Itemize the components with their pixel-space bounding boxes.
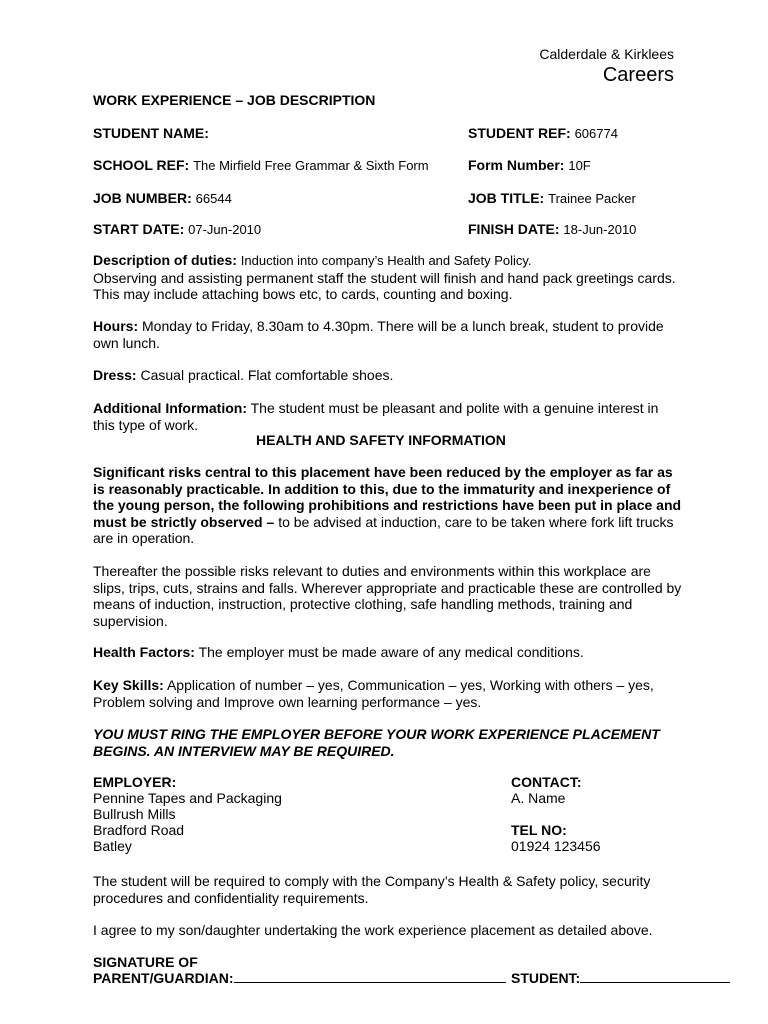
contact-block: [511, 774, 601, 854]
job-number-field: [93, 190, 232, 207]
school-ref-value: The Mirfield Free Grammar & Sixth Form: [193, 158, 429, 173]
duties-section: [93, 252, 683, 303]
interview-warning: YOU MUST RING THE EMPLOYER BEFORE YOUR WORK EXPERIENCE PLACEMENT BEGINS. AN INTERVIEW MAY BE REQUIRED.: [93, 726, 660, 759]
form-number-value: 10F: [568, 158, 591, 173]
hours-text: Monday to Friday, 8.30am to 4.30pm. There will be a lunch break, student to provide own lunch.: [93, 318, 664, 351]
contact-name: A. Name: [511, 790, 566, 806]
form-number-field: [468, 157, 591, 174]
risks-normal-text: to be advised at induction, care to be taken where fork lift trucks are in operation.: [93, 513, 674, 546]
start-date-value: 07-Jun-2010: [188, 222, 262, 237]
additional-section: [93, 400, 683, 433]
health-safety-heading: HEALTH AND SAFETY INFORMATION: [256, 432, 506, 448]
student-signature-label: STUDENT:: [511, 970, 581, 986]
dress-text: Casual practical. Flat comfortable shoes.: [140, 367, 394, 383]
dress-section: [93, 367, 683, 384]
job-number-value: 66544: [195, 191, 232, 206]
hours-label: Hours:: [93, 318, 139, 334]
employer-address-line: Batley: [93, 838, 132, 854]
key-skills-section: [93, 677, 683, 710]
contact-label: CONTACT:: [511, 774, 582, 790]
signature-parent-block: [93, 954, 506, 986]
student-signature-field: [511, 970, 730, 986]
employer-name: Pennine Tapes and Packaging: [93, 790, 282, 806]
employer-address-line: Bradford Road: [93, 822, 185, 838]
parent-guardian-field: [93, 970, 506, 986]
school-ref-label: SCHOOL REF:: [93, 157, 190, 173]
dress-label: Dress:: [93, 367, 137, 383]
parent-signature-line[interactable]: [234, 981, 506, 983]
employer-block: [93, 774, 282, 854]
careers-title: Careers: [602, 64, 674, 86]
school-ref-field: [93, 157, 429, 174]
employer-address-line: Bullrush Mills: [93, 806, 176, 822]
health-factors-text: The employer must be made aware of any medical conditions.: [198, 644, 584, 660]
additional-label: Additional Information:: [93, 400, 247, 416]
comply-text: The student will be required to comply with the Company’s Health & Safety policy, security procedures and confidentiality requirements.: [93, 873, 651, 906]
student-ref-label: STUDENT REF:: [468, 125, 571, 141]
thereafter-section: Thereafter the possible risks relevant to duties and environments within this workplace are slips, trips, cuts, strains and falls. Wherever appropriate and practicable these are controlled by means of induction, instruction, protective clothing, safe handling methods, training and supervision.: [93, 563, 682, 629]
start-date-field: [93, 221, 261, 238]
signature-label: SIGNATURE OF: [93, 954, 198, 970]
student-name-label: STUDENT NAME:: [93, 125, 209, 141]
health-factors-section: [93, 644, 683, 661]
agree-text: I agree to my son/daughter undertaking the work experience placement as detailed above.: [93, 922, 653, 938]
org-name: Calderdale & Kirklees: [539, 46, 674, 62]
finish-date-label: FINISH DATE:: [468, 221, 560, 237]
finish-date-value: 18-Jun-2010: [563, 222, 637, 237]
job-title-field: [468, 190, 636, 207]
student-ref-field: [468, 125, 618, 142]
health-factors-label: Health Factors:: [93, 644, 195, 660]
duties-label: Description of duties:: [93, 252, 237, 268]
tel-number: 01924 123456: [511, 838, 601, 854]
document-title: WORK EXPERIENCE – JOB DESCRIPTION: [93, 92, 376, 108]
student-ref-value: 606774: [574, 126, 618, 141]
finish-date-field: [468, 221, 636, 238]
key-skills-label: Key Skills:: [93, 677, 164, 693]
duties-first-line: Induction into company’s Health and Safety Policy.: [240, 253, 532, 268]
employer-label: EMPLOYER:: [93, 774, 177, 790]
duties-text: Observing and assisting permanent staff the student will finish and hand pack greetings cards. This may include attaching bows etc, to cards, counting and boxing.: [93, 269, 676, 302]
hours-section: [93, 318, 683, 351]
risks-section: [93, 464, 683, 547]
student-signature-line[interactable]: [580, 981, 730, 983]
start-date-label: START DATE:: [93, 221, 185, 237]
tel-label: TEL NO:: [511, 822, 567, 838]
job-number-label: JOB NUMBER:: [93, 190, 192, 206]
parent-guardian-label: PARENT/GUARDIAN:: [93, 970, 234, 986]
additional-text: The student must be pleasant and polite with a genuine interest in this type of work.: [93, 400, 659, 433]
key-skills-text: Application of number – yes, Communication – yes, Working with others – yes, Problem solving and Improve own learning performance – yes.: [93, 677, 654, 710]
risks-bold-text: Significant risks central to this placement have been reduced by the employer as far as is reasonably practicable. In addition to this, due to the immaturity and inexperience of the young person, the following prohibitions and restrictions have been put in place and must be strictly observed –: [93, 464, 682, 530]
job-title-value: Trainee Packer: [548, 191, 636, 206]
form-number-label: Form Number:: [468, 157, 565, 173]
job-title-label: JOB TITLE:: [468, 190, 545, 206]
